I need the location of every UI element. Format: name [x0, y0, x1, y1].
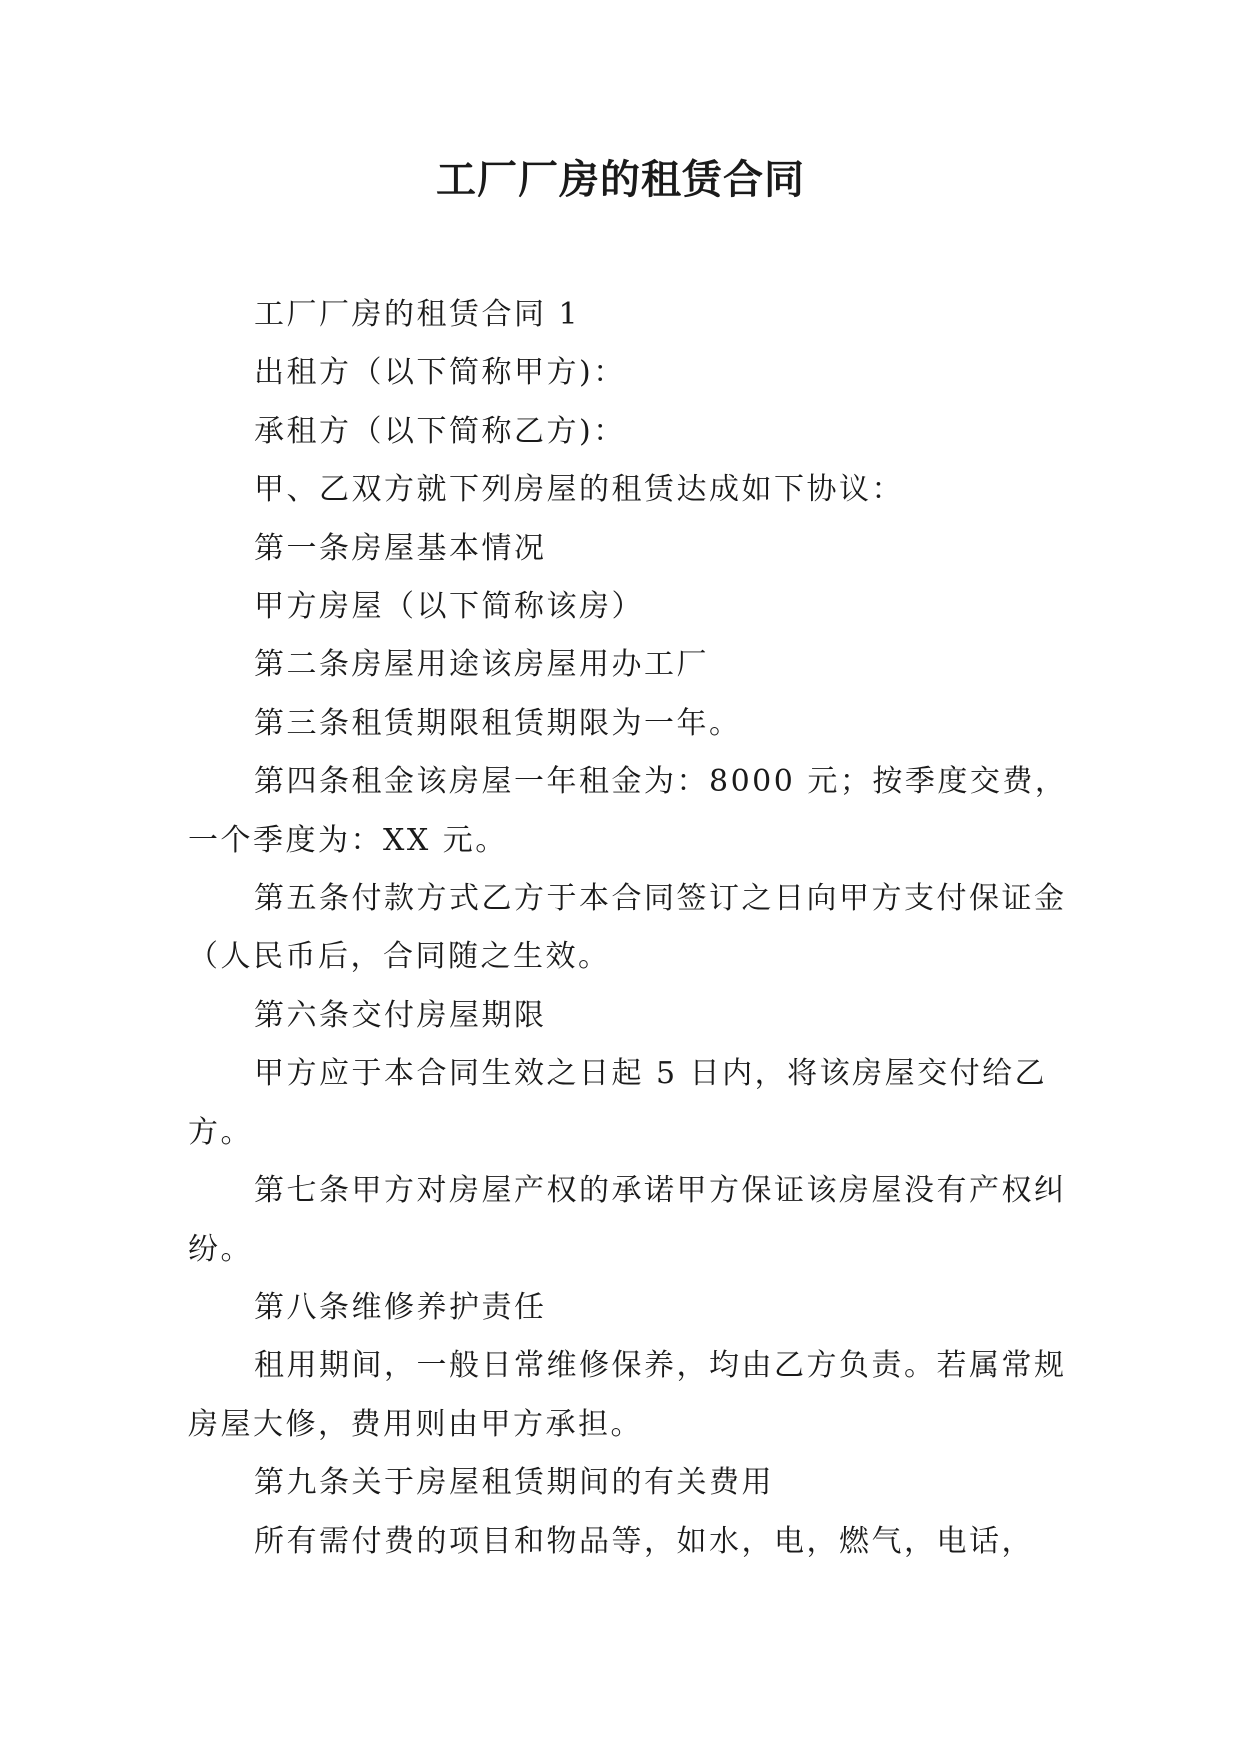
paragraph-article-1-body: 甲方房屋（以下简称该房）: [254, 589, 644, 625]
paragraph-article-6: 第六条交付房屋期限: [254, 997, 547, 1033]
paragraph-article-9: 第九条关于房屋租赁期间的有关费用: [254, 1465, 774, 1501]
paragraph-article-5: 第五条付款方式乙方于本合同签订之日向甲方支付保证金（人民币后，合同随之生效。: [188, 881, 1067, 975]
paragraph-article-9-body: 所有需付费的项目和物品等，如水，电，燃气，电话，: [254, 1523, 1034, 1559]
paragraph-heading: 工厂厂房的租赁合同 1: [254, 297, 581, 332]
paragraph-article-3: 第三条租赁期限租赁期限为一年。: [254, 705, 742, 741]
document-body: [188, 286, 1068, 1571]
paragraph-lessee: 承租方（以下简称乙方)：: [254, 413, 626, 449]
paragraph-article-4: 第四条租金该房屋一年租金为：8000 元；按季度交费，一个季度为：XX 元。: [188, 764, 1068, 858]
paragraph-article-2: 第二条房屋用途该房屋用办工厂: [254, 647, 709, 683]
paragraph-article-8: 第八条维修养护责任: [254, 1289, 547, 1325]
paragraph-lessor: 出租方（以下简称甲方)：: [254, 355, 626, 391]
paragraph-article-1: 第一条房屋基本情况: [254, 530, 547, 566]
paragraph-agreement: 甲、乙双方就下列房屋的租赁达成如下协议：: [254, 472, 904, 508]
paragraph-article-8-body: 租用期间，一般日常维修保养，均由乙方负责。若属常规房屋大修，费用则由甲方承担。: [188, 1348, 1067, 1442]
paragraph-article-6-body: 甲方应于本合同生效之日起 5 日内，将该房屋交付给乙方。: [188, 1056, 1048, 1150]
document-title: 工厂厂房的租赁合同: [436, 156, 805, 203]
paragraph-article-7: 第七条甲方对房屋产权的承诺甲方保证该房屋没有产权纠纷。: [188, 1173, 1067, 1267]
